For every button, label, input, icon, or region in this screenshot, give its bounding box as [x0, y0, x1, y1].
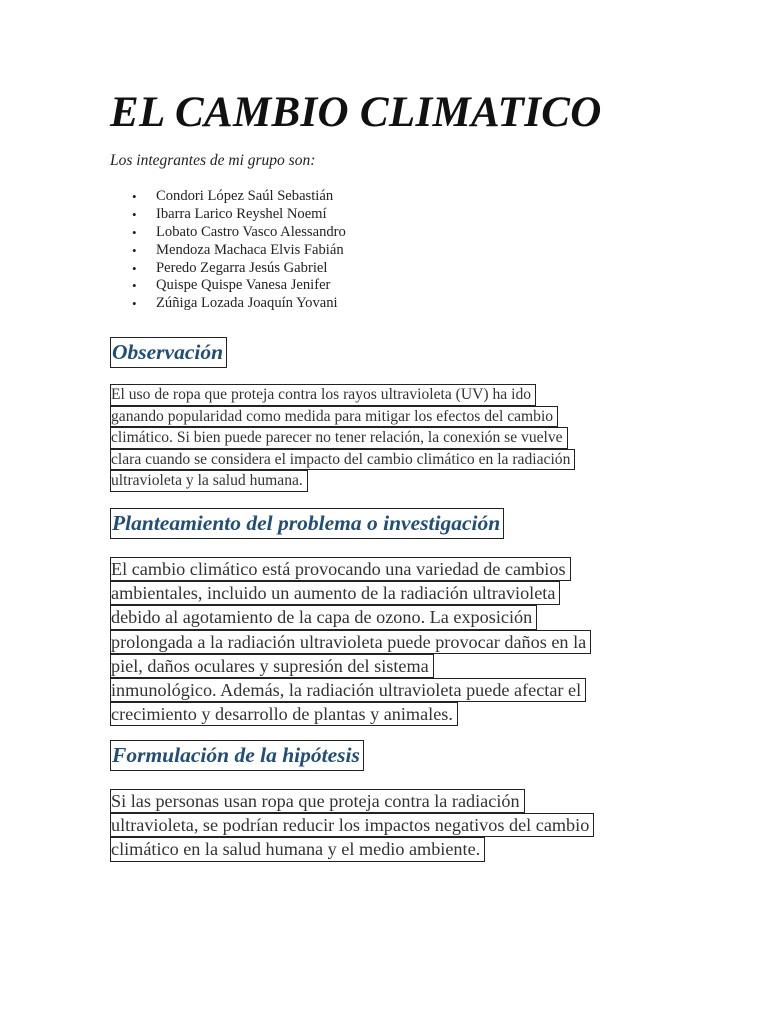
paragraph-line: ganando popularidad como medida para mitigar los efectos del cambio — [110, 406, 558, 428]
group-intro: Los integrantes de mi grupo son: — [110, 152, 316, 169]
paragraph-planteamiento — [110, 557, 591, 726]
bullet-icon: • — [132, 296, 137, 312]
paragraph-observacion — [110, 384, 575, 492]
member-name: Mendoza Machaca Elvis Fabián — [156, 241, 344, 258]
list-item — [132, 224, 346, 242]
heading-observacion: Observación — [110, 337, 227, 368]
bullet-icon: • — [132, 278, 137, 294]
heading-planteamiento: Planteamiento del problema o investigación — [110, 508, 504, 539]
list-item — [132, 242, 346, 260]
bullet-icon: • — [132, 189, 137, 204]
paragraph-hipotesis — [110, 789, 594, 862]
member-name: Quispe Quispe Vanesa Jenifer — [156, 277, 331, 294]
list-item — [132, 188, 346, 206]
list-item — [132, 206, 346, 224]
paragraph-line: piel, daños oculares y supresión del sistema — [110, 654, 434, 678]
paragraph-line: El uso de ropa que proteja contra los rayos ultravioleta (UV) ha ido — [110, 384, 536, 406]
paragraph-line: prolongada a la radiación ultravioleta puede provocar daños en la — [110, 630, 591, 654]
list-item — [132, 277, 346, 295]
member-name: Condori López Saúl Sebastián — [156, 188, 334, 204]
bullet-icon: • — [132, 242, 137, 258]
paragraph-line: clara cuando se considera el impacto del cambio climático en la radiación — [110, 449, 575, 471]
paragraph-line: climático. Si bien puede parecer no tener relación, la conexión se vuelve — [110, 427, 568, 449]
paragraph-line: Si las personas usan ropa que proteja contra la radiación — [110, 789, 525, 813]
list-item — [132, 295, 346, 313]
list-item — [132, 260, 346, 278]
paragraph-line: ultravioleta, se podrían reducir los impactos negativos del cambio — [110, 813, 594, 837]
paragraph-line: ambientales, incluido un aumento de la radiación ultravioleta — [110, 581, 560, 605]
paragraph-line: debido al agotamiento de la capa de ozono. La exposición — [110, 605, 537, 629]
document-title: EL CAMBIO CLIMATICO — [110, 89, 602, 136]
member-name: Ibarra Larico Reyshel Noemí — [156, 205, 327, 222]
member-name: Zúñiga Lozada Joaquín Yovani — [156, 295, 338, 312]
paragraph-line: ultravioleta y la salud humana. — [110, 470, 308, 492]
paragraph-line: crecimiento y desarrollo de plantas y animales. — [110, 702, 458, 726]
member-name: Peredo Zegarra Jesús Gabriel — [156, 259, 328, 276]
paragraph-line: inmunológico. Además, la radiación ultravioleta puede afectar el — [110, 678, 586, 702]
member-name: Lobato Castro Vasco Alessandro — [156, 223, 346, 240]
bullet-icon: • — [132, 224, 137, 240]
member-list — [132, 188, 346, 313]
paragraph-line: climático en la salud humana y el medio ambiente. — [110, 837, 485, 861]
paragraph-line: El cambio climático está provocando una variedad de cambios — [110, 557, 571, 581]
bullet-icon: • — [132, 206, 137, 222]
bullet-icon: • — [132, 260, 137, 276]
heading-hipotesis: Formulación de la hipótesis — [110, 740, 364, 771]
